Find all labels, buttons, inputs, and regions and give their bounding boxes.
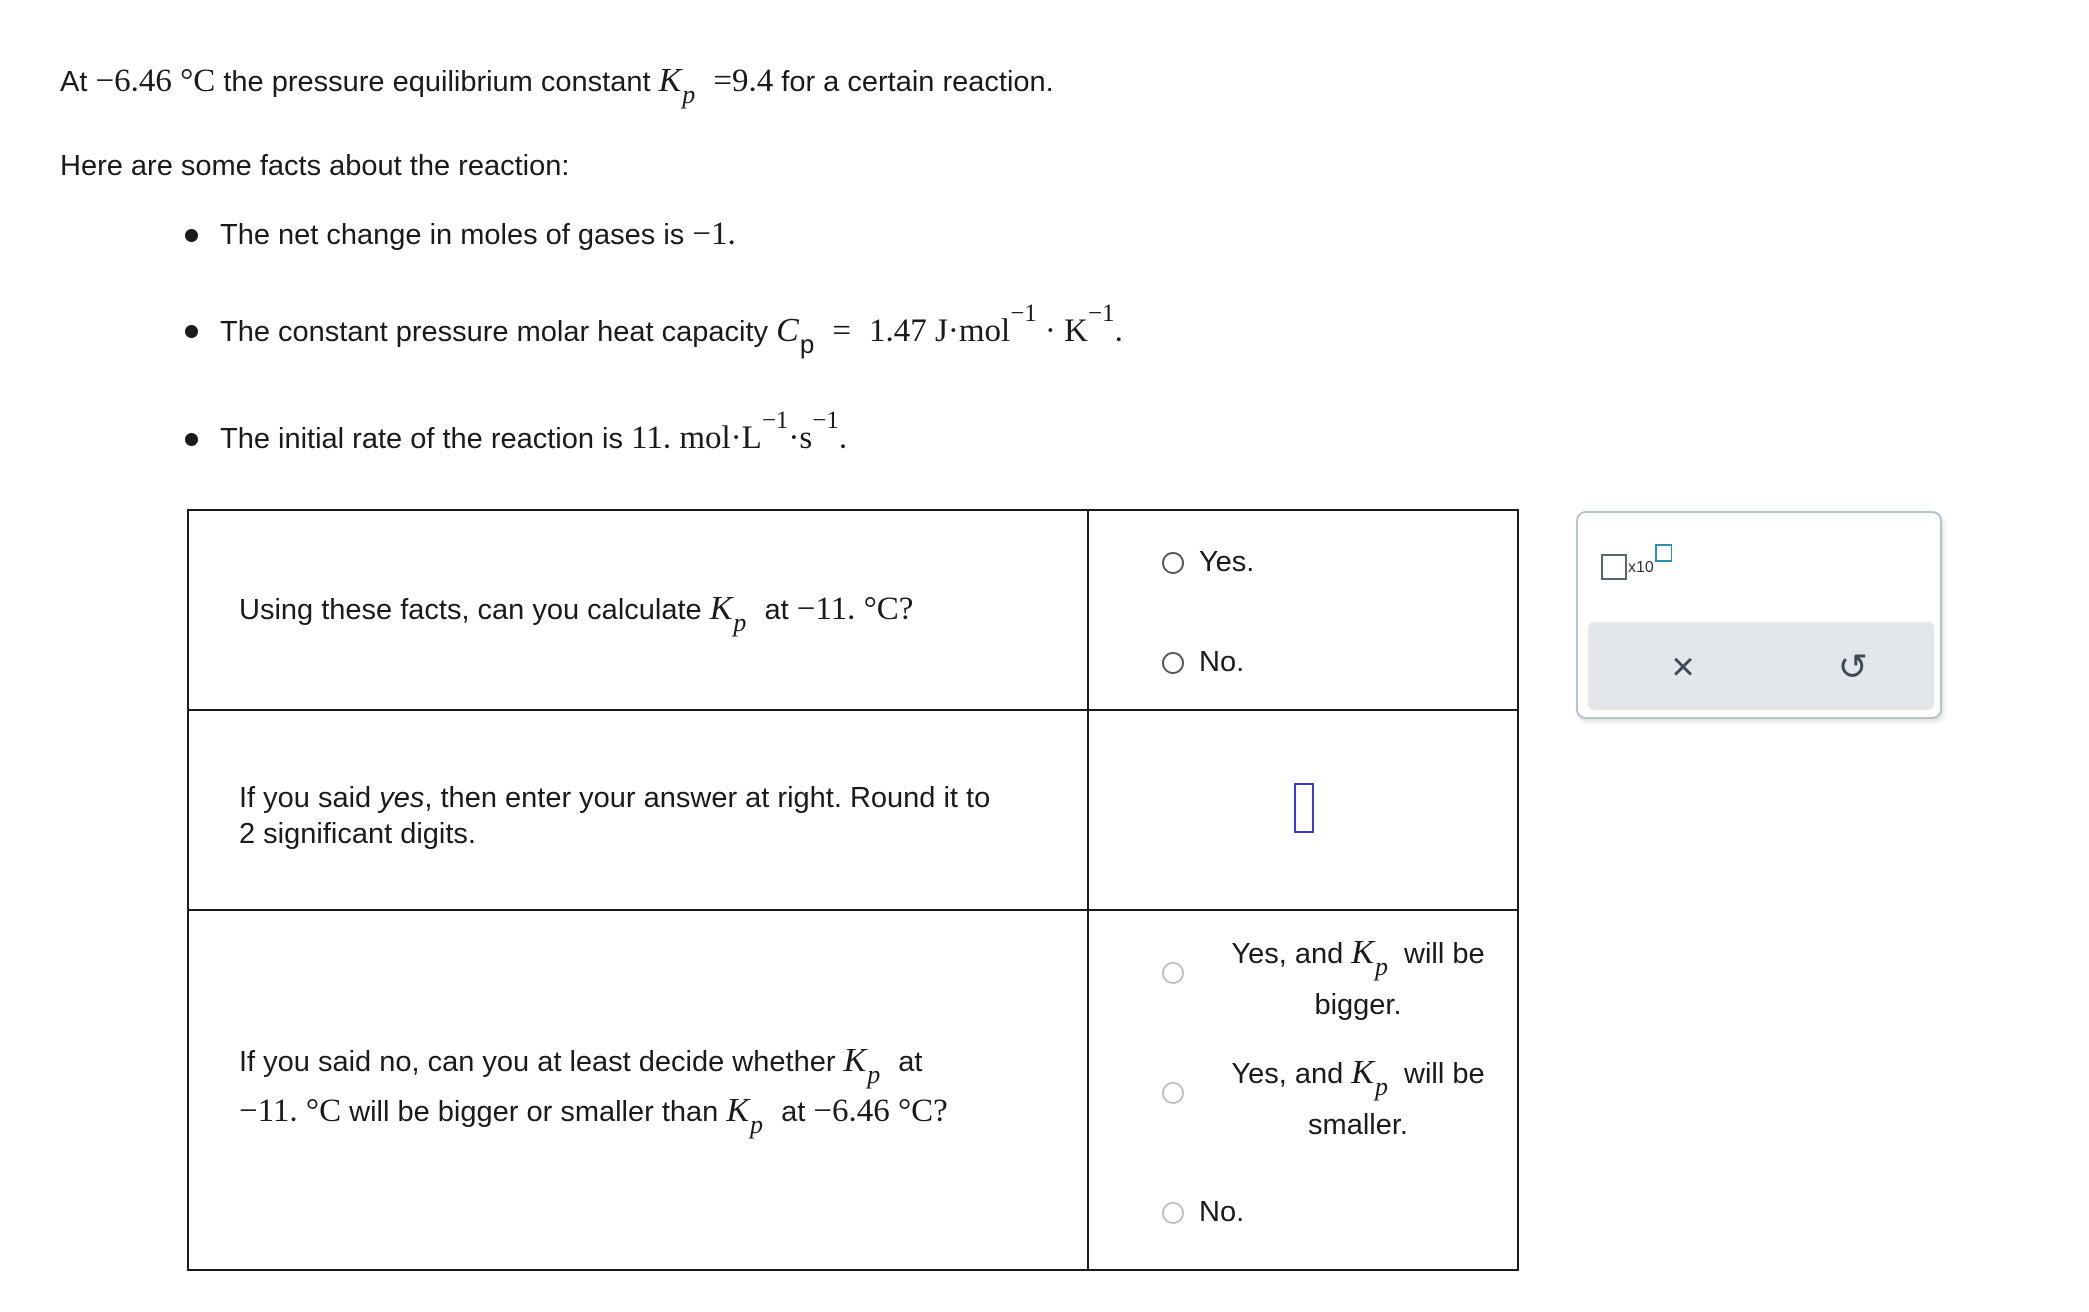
cp-exp2: −1 [1087, 300, 1115, 327]
rate-value: 11. mol·L [631, 420, 762, 456]
smaller-line-1: Yes, and Kp will be [1231, 1054, 1485, 1101]
option-no-decide-label[interactable]: No. [1199, 1196, 1245, 1228]
intro-prefix: At [60, 66, 88, 98]
q3-at: at [898, 1046, 923, 1078]
sci-notation-button[interactable] [1600, 543, 1672, 587]
bullet-dot [185, 325, 198, 338]
rate-exp2: −1 [812, 407, 839, 434]
smaller-line-2: smaller. [1308, 1109, 1408, 1141]
cp-subscript: p [799, 329, 815, 359]
q3-kp-symbol-2: K [726, 1092, 750, 1129]
answer-tools-panel [1576, 511, 1942, 719]
undo-button[interactable] [1828, 642, 1878, 692]
table-row-divider [187, 709, 1519, 711]
option-no-label[interactable]: No. [1199, 646, 1245, 678]
q2-line-2: 2 significant digits. [239, 818, 476, 850]
bullet-dot [185, 229, 198, 242]
fact-1 [220, 216, 736, 253]
cp-equals: = [832, 313, 851, 349]
q1-kp-subscript: p [733, 608, 747, 637]
bigger-line-1: Yes, and Kp will be [1231, 934, 1485, 981]
rate-exp1: −1 [761, 407, 789, 434]
question-1 [239, 590, 914, 637]
cp-period: . [1114, 313, 1123, 349]
sci-notation-label: x10 [1628, 559, 1654, 576]
q2-emphasis: yes [379, 782, 425, 814]
bigger-kp-symbol: K [1351, 934, 1374, 971]
q2-prefix: If you said [239, 782, 372, 814]
q3-kp-subscript: p [867, 1060, 881, 1089]
table-row-divider [187, 909, 1519, 911]
cp-value: 1.47 J·mol [869, 313, 1011, 349]
temp-initial: −6.46 °C [95, 63, 216, 99]
q2-rest: , then enter your answer at right. Round it to [424, 782, 991, 814]
cp-exp1: −1 [1010, 300, 1037, 327]
q3-mid: will be bigger or smaller than [349, 1096, 719, 1128]
q3-temp-2: −6.46 °C? [813, 1093, 948, 1129]
fact-2 [220, 300, 1123, 359]
facts-heading: Here are some facts about the reaction: [60, 150, 570, 182]
cp-dot-k: · K [1044, 313, 1088, 349]
q3-prefix: If you said no, can you at least decide whether [239, 1046, 836, 1078]
q1-kp-symbol: K [709, 590, 733, 627]
fact3-text: The initial rate of the reaction is [220, 423, 623, 455]
table-column-divider [1087, 509, 1089, 1271]
q1-prefix: Using these facts, can you calculate [239, 594, 702, 626]
q2-line-1 [239, 780, 990, 816]
bullet-dot [185, 433, 198, 446]
intro-suffix: for a certain reaction. [781, 66, 1054, 98]
table-border-bottom [187, 1269, 1519, 1271]
q3-at-2: at [781, 1096, 806, 1128]
fact2-text: The constant pressure molar heat capacity [220, 316, 769, 348]
fact1-text: The net change in moles of gases is [220, 219, 685, 251]
smaller-kp-subscript: p [1374, 1072, 1388, 1101]
radio-bigger[interactable] [1162, 962, 1184, 984]
cp-symbol: C [776, 312, 799, 349]
table-border-top [187, 509, 1519, 511]
q3-kp-subscript-2: p [750, 1110, 764, 1139]
bigger-line-2: bigger. [1314, 989, 1402, 1021]
radio-smaller[interactable] [1162, 1082, 1184, 1104]
question-3 [239, 1042, 923, 1089]
clear-icon: × [1671, 645, 1695, 689]
radio-yes[interactable] [1162, 552, 1184, 574]
rate-mid: ·s [788, 420, 813, 456]
bigger-kp-subscript: p [1374, 952, 1388, 981]
kp-subscript: p [682, 80, 696, 109]
fact1-value: −1. [692, 216, 736, 252]
clear-button[interactable] [1658, 642, 1708, 692]
undo-icon: ↺ [1837, 646, 1869, 687]
q3-kp-symbol: K [843, 1042, 867, 1079]
option-yes-label[interactable]: Yes. [1199, 546, 1255, 578]
intro-line [60, 62, 1054, 109]
answer-input[interactable] [1294, 783, 1314, 833]
q1-at: at [764, 594, 789, 626]
question-2 [239, 780, 990, 852]
kp-symbol: K [658, 62, 682, 99]
table-border-right [1517, 509, 1519, 1271]
q1-temp: −11. °C? [796, 591, 914, 627]
radio-no[interactable] [1162, 652, 1184, 674]
table-border-left [187, 509, 189, 1271]
fact-3 [220, 407, 848, 457]
question-3-line-2 [239, 1092, 948, 1139]
rate-period: . [838, 420, 848, 456]
kp-value: =9.4 [713, 63, 774, 99]
option-bigger-label[interactable] [1218, 928, 1498, 1030]
q3-temp: −11. °C [239, 1093, 342, 1129]
smaller-kp-symbol: K [1351, 1054, 1374, 1091]
option-smaller-label[interactable] [1218, 1048, 1498, 1150]
tool-action-bar [1588, 622, 1934, 710]
radio-no-decide[interactable] [1162, 1202, 1184, 1224]
intro-mid: the pressure equilibrium constant [223, 66, 651, 98]
